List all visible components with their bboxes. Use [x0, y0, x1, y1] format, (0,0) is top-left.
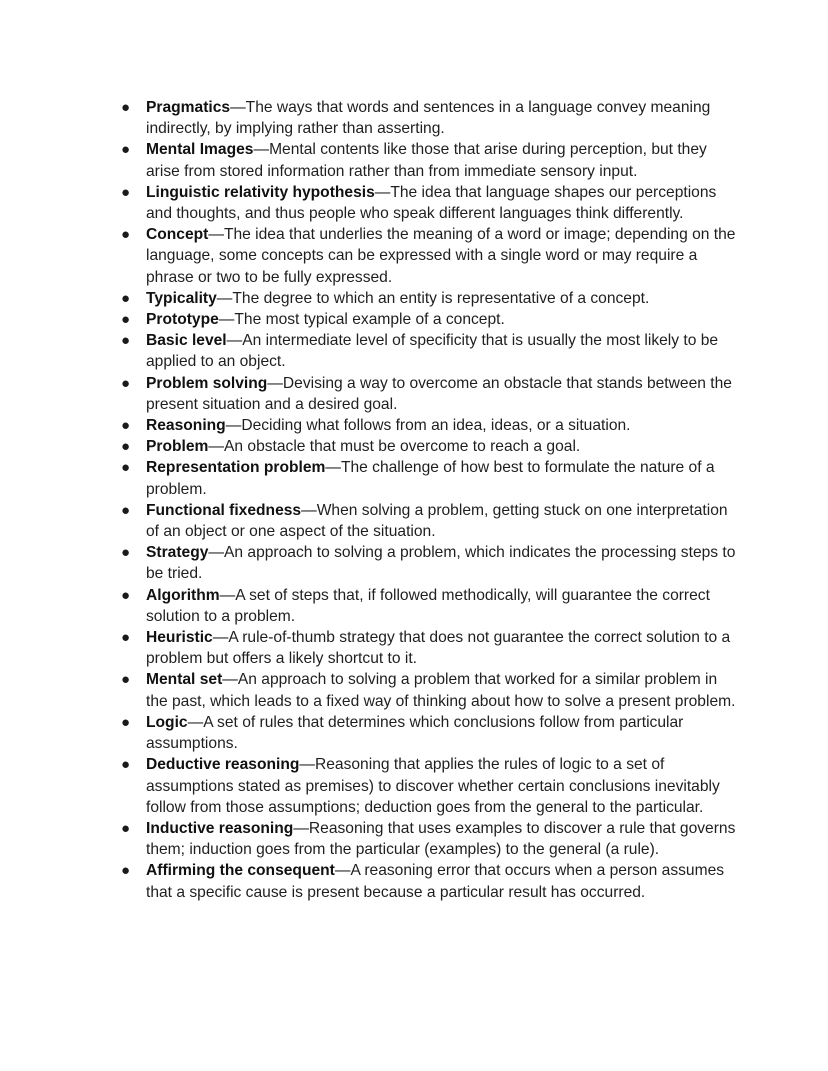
glossary-term: Pragmatics — [146, 99, 231, 116]
glossary-term: Concept — [146, 226, 209, 244]
glossary-item: ● Functional fixedness—When solving a problem, getting stuck on one interpretation of an object or one aspect of the situation. — [121, 501, 728, 541]
glossary-definition: Reasoning that applies the rules of logic to a set of assumptions stated as premises) to discover whether certain conclusions inevitably follow from those assumptions; deduction goes from the general to the particular. — [146, 756, 720, 816]
glossary-term: Mental set — [146, 671, 223, 689]
bullet-icon: ● — [121, 332, 131, 350]
bullet-icon: ● — [121, 417, 131, 435]
glossary-definition: Reasoning that uses examples to discover a rule that governs them; induction goes from the particular (examples) to the general (a rule). — [146, 819, 736, 859]
glossary-term: Mental Images — [146, 141, 254, 159]
glossary-item: ● Algorithm—A set of steps that, if followed methodically, will guarantee the correct solution to a problem. — [121, 586, 710, 625]
bullet-icon: ● — [121, 289, 131, 307]
glossary-item: ● Problem solving—Devising a way to overcome an obstacle that stands between the present situation and a desired goal. — [121, 374, 732, 413]
glossary-definition: The ways that words and sentences in a language convey meaning indirectly, by implying rather than asserting. — [146, 99, 711, 138]
glossary-term: Functional fixedness — [146, 501, 302, 519]
glossary-definition: Devising a way to overcome an obstacle that stands between the present situation and a desired goal. — [146, 374, 732, 413]
glossary-definition: A reasoning error that occurs when a person assumes that a specific cause is present because a particular result has occurred. — [146, 862, 725, 901]
glossary-definition: A set of steps that, if followed methodically, will guarantee the correct solution to a problem. — [146, 586, 710, 625]
glossary-item: ● Reasoning—Deciding what follows from an idea, ideas, or a situation. — [146, 415, 736, 436]
bullet-icon: ● — [121, 311, 131, 329]
glossary-item: ● Representation problem—The challenge of how best to formulate the nature of a problem. — [121, 459, 715, 498]
glossary-item: ● Concept—The idea that underlies the meaning of a word or image; depending on the language, some concepts can be expressed with a single word or may require a phrase or two to be fully expressed. — [121, 226, 736, 286]
glossary-item: ● Linguistic relativity hypothesis—The idea that language shapes our perceptions and thoughts, and thus people who speak different languages think differently. — [121, 183, 717, 223]
bullet-icon: ● — [121, 671, 131, 689]
bullet-icon: ● — [121, 99, 131, 116]
glossary-definition: A set of rules that determines which conclusions follow from particular assumptions. — [146, 713, 684, 753]
glossary-definition: A rule-of-thumb strategy that does not guarantee the correct solution to a problem but offers a likely shortcut to it. — [146, 629, 731, 668]
glossary-item: ● Typicality—The degree to which an entity is representative of a concept. — [146, 288, 736, 309]
glossary-term: Problem solving — [146, 374, 268, 392]
bullet-icon: ● — [121, 756, 131, 774]
glossary-item: ● Heuristic—A rule-of-thumb strategy that does not guarantee the correct solution to a problem but offers a likely shortcut to it. — [121, 629, 731, 668]
glossary-item: ● Inductive reasoning—Reasoning that uses examples to discover a rule that governs them; induction goes from the particular (examples) to the general (a rule). — [121, 819, 736, 859]
glossary-term: Prototype — [146, 311, 219, 329]
glossary-definition: The degree to which an entity is representative of a concept. — [232, 289, 650, 307]
bullet-icon: ● — [121, 819, 131, 837]
glossary-item: ● Prototype—The most typical example of a concept. — [146, 309, 736, 330]
glossary-definition: An obstacle that must be overcome to reach a goal. — [223, 438, 581, 456]
glossary-term: Inductive reasoning — [146, 819, 294, 837]
glossary-definition: The idea that underlies the meaning of a word or image; depending on the language, some concepts can be expressed with a single word or may require a phrase or two to be fully expressed. — [146, 226, 736, 286]
bullet-icon: ● — [121, 586, 131, 604]
bullet-icon: ● — [121, 501, 131, 519]
glossary-definition: An approach to solving a problem, which indicates the processing steps to be tried. — [146, 544, 736, 583]
glossary-item: ● Pragmatics—The ways that words and sentences in a language convey meaning indirectly, by implying rather than asserting. — [121, 99, 711, 138]
glossary-item: ● Deductive reasoning—Reasoning that applies the rules of logic to a set of assumptions stated as premises) to discover whether certain conclusions inevitably follow from those assumptions; deduction goes from the general to the particular. — [121, 756, 720, 816]
glossary-term: Representation problem — [146, 459, 326, 477]
glossary-definition: The most typical example of a concept. — [234, 311, 505, 329]
glossary-item: ● Problem—An obstacle that must be overcome to reach a goal. — [146, 436, 736, 457]
glossary-term: Basic level — [146, 332, 227, 350]
bullet-icon: ● — [121, 226, 131, 244]
bullet-icon: ● — [121, 438, 131, 456]
glossary-term: Typicality — [146, 289, 217, 307]
glossary-definition: When solving a problem, getting stuck on one interpretation of an object or one aspect of the situation. — [146, 501, 728, 541]
glossary-term: Deductive reasoning — [146, 756, 300, 774]
bullet-icon: ● — [121, 183, 131, 201]
glossary-term: Algorithm — [146, 586, 220, 604]
glossary-term: Affirming the consequent — [146, 862, 335, 880]
glossary-term: Linguistic relativity hypothesis — [146, 183, 375, 201]
glossary-definition: Deciding what follows from an idea, ideas, or a situation. — [241, 417, 631, 435]
glossary-item: ● Mental set—An approach to solving a problem that worked for a similar problem in the past, which leads to a fixed way of thinking about how to solve a present problem. — [121, 671, 736, 710]
glossary-list — [121, 97, 736, 903]
glossary-item: ● Mental Images—Mental contents like those that arise during perception, but they arise from stored information rather than from immediate sensory input. — [121, 141, 707, 180]
glossary-definition: An intermediate level of specificity that is usually the most likely to be applied to an object. — [146, 332, 719, 371]
glossary-item: ● Basic level—An intermediate level of specificity that is usually the most likely to be applied to an object. — [121, 332, 719, 371]
glossary-item: ● Affirming the consequent—A reasoning error that occurs when a person assumes that a specific cause is present because a particular result has occurred. — [121, 862, 725, 901]
bullet-icon: ● — [121, 862, 131, 880]
bullet-icon: ● — [121, 713, 131, 731]
glossary-definition: An approach to solving a problem that worked for a similar problem in the past, which leads to a fixed way of thinking about how to solve a present problem. — [146, 671, 736, 710]
glossary-item: ● Strategy—An approach to solving a problem, which indicates the processing steps to be tried. — [121, 544, 736, 583]
glossary-term: Strategy — [146, 544, 209, 562]
glossary-definition: Mental contents like those that arise during perception, but they arise from stored information rather than from immediate sensory input. — [146, 141, 707, 180]
glossary-item: ● Logic—A set of rules that determines which conclusions follow from particular assumptions. — [121, 713, 684, 753]
glossary-term: Logic — [146, 713, 188, 731]
glossary-definition: The challenge of how best to formulate the nature of a problem. — [146, 459, 715, 498]
glossary-term: Heuristic — [146, 629, 213, 647]
bullet-icon: ● — [121, 374, 131, 392]
bullet-icon: ● — [121, 544, 131, 562]
bullet-icon: ● — [121, 629, 131, 647]
glossary-definition: The idea that language shapes our perceptions and thoughts, and thus people who speak different languages think differently. — [146, 183, 717, 223]
bullet-icon: ● — [121, 459, 131, 477]
glossary-term: Reasoning — [146, 417, 226, 435]
bullet-icon: ● — [121, 141, 131, 159]
glossary-term: Problem — [146, 438, 209, 456]
